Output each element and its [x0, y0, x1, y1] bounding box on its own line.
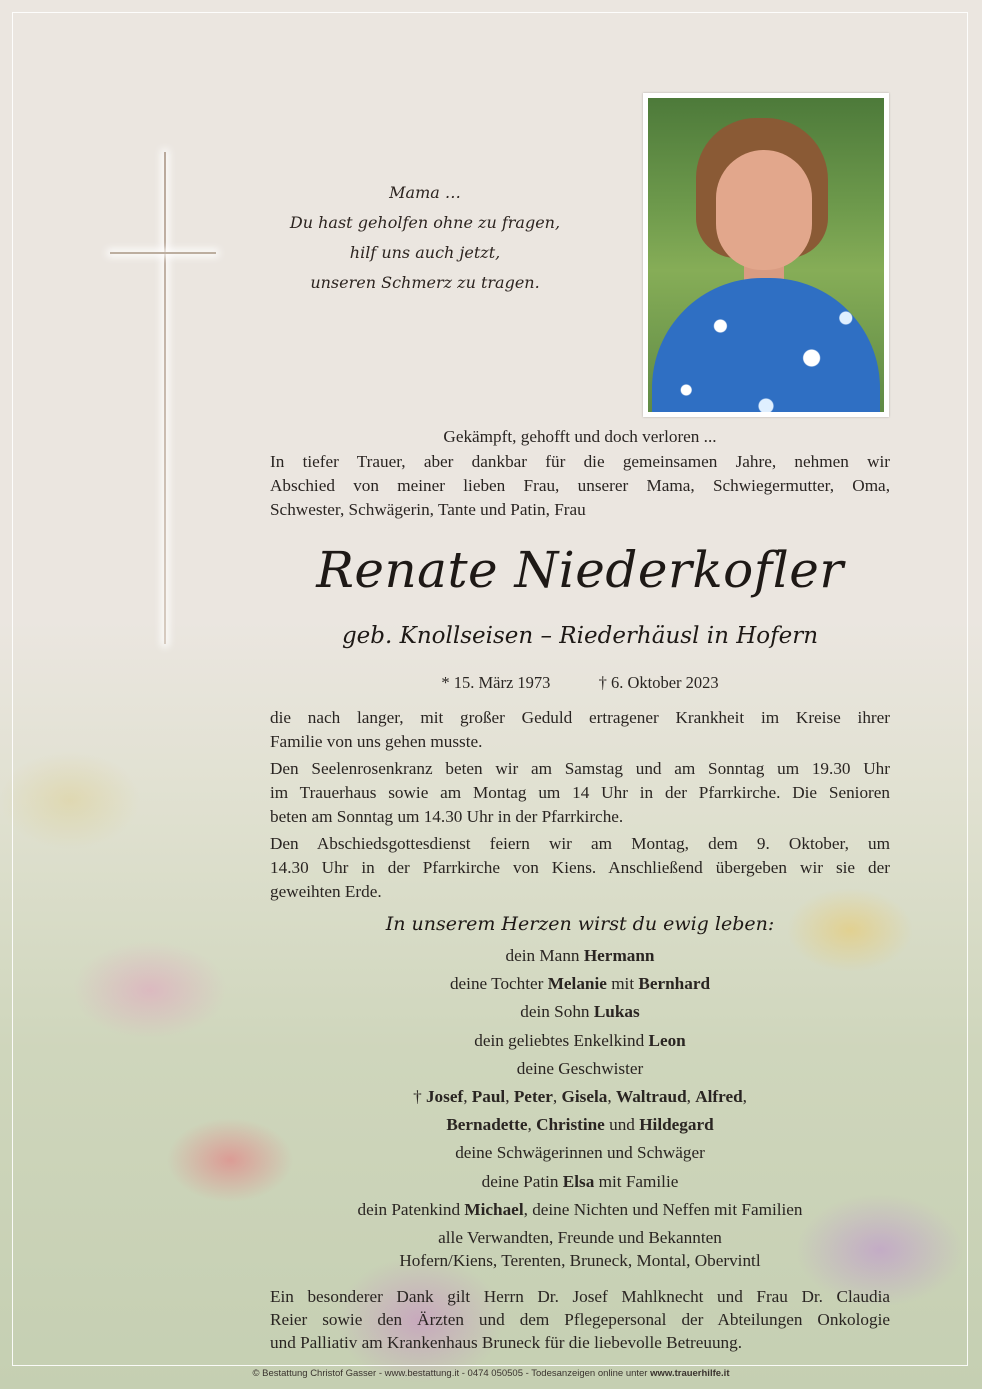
relative-line: alle Verwandten, Freunde und Bekannten	[438, 1228, 722, 1248]
relatives-list	[270, 942, 890, 1252]
death-date: † 6. Oktober 2023	[598, 673, 719, 692]
life-dates	[270, 671, 890, 695]
memorial-heading: In unserem Herzen wirst du ewig leben:	[385, 913, 775, 935]
intro-line: Schwester, Schwägerin, Tante und Patin, Frau	[270, 500, 586, 519]
thanks-line: und Palliativ am Krankenhaus Bruneck für die liebevolle Betreuung.	[270, 1333, 743, 1352]
poem-line: unseren Schmerz zu tragen.	[310, 273, 540, 292]
footer-text: © Bestattung Christof Gasser - www.bestattung.it - 0474 050505 - Todesanzeigen online unter	[252, 1368, 651, 1379]
relative-line: † Josef, Paul, Peter, Gisela, Waltraud, Alfred,	[413, 1087, 747, 1107]
body-line: 14.30 Uhr in der Pfarrkirche von Kiens. Anschließend übergeben wir sie der	[270, 858, 890, 877]
thanks-line: Ein besonderer Dank gilt Herrn Dr. Josef Mahlknecht und Frau Dr. Claudia	[270, 1287, 890, 1306]
poem-line: Du hast geholfen ohne zu fragen,	[289, 213, 561, 232]
relative-line: deine Schwägerinnen und Schwäger	[455, 1143, 705, 1163]
intro-line: Abschied von meiner lieben Frau, unserer Mama, Schwiegermutter, Oma,	[270, 476, 890, 495]
intro-text	[270, 425, 890, 522]
cross-icon-bar	[110, 252, 216, 254]
footer	[0, 1367, 982, 1381]
relative-line: Bernadette, Christine und Hildegard	[446, 1115, 714, 1135]
body-line: Den Seelenrosenkranz beten wir am Samstag und am Sonntag um 19.30 Uhr	[270, 759, 890, 778]
paragraph	[270, 832, 890, 904]
relative-line: deine Patin Elsa mit Familie	[481, 1171, 679, 1191]
relative-line: dein Patenkind Michael, deine Nichten und Neffen mit Familien	[357, 1199, 803, 1219]
relative-line: dein geliebtes Enkelkind Leon	[474, 1030, 686, 1050]
body-line: beten am Sonntag um 14.30 Uhr in der Pfarrkirche.	[270, 807, 624, 826]
body-line: geweihten Erde.	[270, 882, 382, 901]
body-line: Familie von uns gehen musste.	[270, 732, 483, 751]
portrait-image	[648, 98, 884, 412]
relative-line: dein Mann Hermann	[505, 946, 655, 965]
relative-line: dein Sohn Lukas	[520, 1002, 640, 1022]
body-line: die nach langer, mit großer Geduld ertragener Krankheit im Kreise ihrer	[270, 708, 890, 727]
paragraph	[270, 757, 890, 829]
thanks-paragraph	[270, 1285, 890, 1354]
body-line: im Trauerhaus sowie am Montag um 14 Uhr in der Pfarrkirche. Die Senioren	[270, 783, 890, 802]
birth-date: * 15. März 1973	[441, 673, 551, 692]
intro-first-line: Gekämpft, gehofft und doch verloren ...	[443, 427, 717, 446]
relative-line: deine Geschwister	[516, 1058, 644, 1078]
relative-line: deine Tochter Melanie mit Bernhard	[449, 974, 711, 994]
thanks-line: Reier sowie den Ärzten und dem Pflegepersonal der Abteilungen Onkologie	[270, 1310, 890, 1329]
maiden-name: geb. Knollseisen – Riederhäusl in Hofern	[341, 623, 819, 649]
paragraph	[270, 706, 890, 754]
footer-link[interactable]: www.trauerhilfe.it	[650, 1368, 730, 1379]
poem	[270, 178, 580, 298]
body-line: Den Abschiedsgottesdienst feiern wir am Montag, dem 9. Oktober, um	[270, 834, 890, 853]
deceased-name: Renate Niederkofler	[316, 541, 844, 599]
portrait-photo	[643, 93, 889, 417]
places-line: Hofern/Kiens, Terenten, Bruneck, Montal, Obervintl	[399, 1251, 761, 1270]
poem-line: Mama …	[389, 183, 461, 202]
poem-line: hilf uns auch jetzt,	[349, 243, 501, 262]
cross-icon	[164, 152, 166, 644]
announcement-body	[270, 706, 890, 907]
intro-line: In tiefer Trauer, aber dankbar für die gemeinsamen Jahre, nehmen wir	[270, 452, 890, 471]
